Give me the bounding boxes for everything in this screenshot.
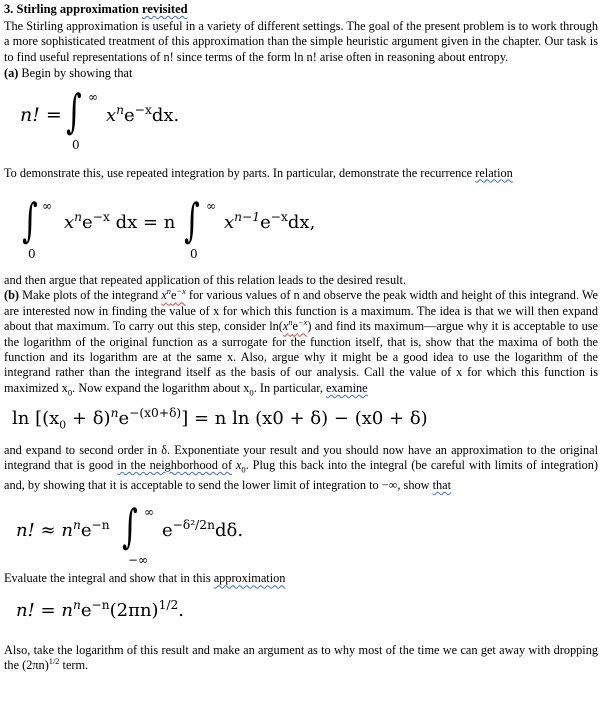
- pb-inner-x: x: [282, 319, 289, 334]
- eq1-integral-sign: ∫: [66, 83, 82, 138]
- problem-title: [4, 2, 598, 17]
- eq4-lhs: n! ≈ n: [16, 520, 73, 542]
- part-b-inner: [283, 319, 307, 333]
- eq4-upper-limit: ∞: [144, 505, 154, 520]
- final-sup: 1/2: [48, 657, 60, 667]
- final-text-1: Also, take the logarithm of this result and make an argument as to why most of the time we can get away with dropping the (2πn): [4, 642, 598, 673]
- eq2-integral-sign-right: ∫: [184, 193, 200, 248]
- final-paragraph: [4, 643, 598, 674]
- eq1-dx: dx.: [151, 104, 180, 126]
- pb-x: x: [161, 288, 167, 303]
- eq5-paren: (2πn): [109, 599, 159, 621]
- pb-sub-1: 0: [67, 387, 73, 398]
- eq2-lower-limit-left: 0: [28, 247, 36, 262]
- part-b-paragraph: [4, 288, 598, 400]
- eq4-differential: dδ.: [214, 520, 244, 542]
- eq2-left-x: x: [64, 212, 75, 234]
- intro-paragraph: The Stirling approximation is useful in a variety of different settings. The goal of the present problem is to work through a more sophisticated treatment of this approximation than the simple heuristic argument given in the chapter. Our task is to find useful representations of n! since terms of the form ln n! arise often in reasoning about entropy.: [4, 19, 598, 64]
- equation-factorial-integral: [4, 82, 598, 160]
- pb-e: e: [170, 288, 177, 303]
- equation-log-expansion: [4, 401, 598, 439]
- eq3-sub: 0: [59, 418, 67, 432]
- equation-gaussian-approx: [4, 493, 598, 569]
- recurrence-last-word: relation: [475, 165, 513, 180]
- expand-last-word: that: [432, 478, 452, 492]
- eq4-integral-sign: ∫: [122, 499, 138, 554]
- eq2-right-e: e: [260, 212, 271, 234]
- eq1-sup-x: −x: [134, 102, 152, 117]
- eq2-upper-limit-right: ∞: [206, 199, 216, 214]
- recurrence-text: To demonstrate this, use repeated integration by parts. In particular, demonstrate the recurrence: [4, 165, 473, 180]
- pb-sup-x: −x: [176, 287, 186, 297]
- part-b-text-1: Make plots of the integrand: [22, 288, 159, 303]
- eq2-end: dx,: [287, 212, 316, 234]
- eq2-left-esup: −x: [92, 210, 110, 225]
- eq4-lhs-group: [16, 518, 110, 542]
- eq3-rhs: ] = n ln (x0 + δ) − (x0 + δ): [181, 407, 428, 429]
- evaluate-last-word: approximation: [213, 571, 286, 586]
- eq2-right-sup: n−1: [234, 210, 261, 225]
- eq2-left-e: e: [82, 212, 93, 234]
- part-b-integrand: [161, 288, 185, 302]
- eq1-lower-limit: 0: [72, 137, 80, 152]
- part-b-label: (b): [4, 288, 20, 303]
- eq3-esup: −(x0+δ): [129, 405, 182, 420]
- problem-number: 3.: [4, 2, 14, 16]
- expand-x: x: [235, 458, 242, 473]
- eq2-mid: dx = n: [115, 212, 176, 234]
- eq1-upper-limit: ∞: [88, 89, 98, 104]
- part-a-text: Begin by showing that: [21, 66, 133, 81]
- evaluate-paragraph: [4, 571, 598, 586]
- eq2-right-integrand: [224, 210, 316, 234]
- eq2-left-integrand: [64, 210, 176, 234]
- expand-underlined: in the neighborhood of: [117, 458, 233, 473]
- eq4-lower-limit: −∞: [128, 553, 149, 568]
- eq4-int-sup: −δ²/2n: [172, 518, 215, 533]
- eq4-e: e: [80, 520, 92, 542]
- part-a-paragraph: [4, 66, 598, 81]
- equation-stirling-result: [4, 587, 598, 637]
- recurrence-paragraph: [4, 166, 598, 181]
- final-text-2: term.: [59, 658, 89, 673]
- eq1-lhs: n! =: [20, 103, 62, 126]
- eq4-lhs-sup: n: [72, 518, 81, 533]
- eq2-integral-sign-left: ∫: [22, 193, 38, 248]
- eq5-end: .: [178, 599, 184, 621]
- eq1-x: x: [106, 104, 117, 126]
- eq3-plus: + δ): [71, 407, 111, 429]
- problem-title-last-word: revisited: [141, 2, 188, 16]
- expand-paragraph: [4, 443, 598, 494]
- eq5-esup: −n: [91, 597, 110, 612]
- eq3-left: ln [(x: [12, 407, 60, 429]
- part-b-last-word: examine: [325, 380, 368, 395]
- pb-sup-n: n: [166, 287, 171, 297]
- eq5-sup-half: 1/2: [158, 597, 179, 612]
- eq2-right-esup: −x: [270, 210, 288, 225]
- expand-text-3: . Plug this back into the integral (be careful with limits of integration) and, by showing that it is acceptable to send the lower limit of integration to −∞, show: [4, 458, 599, 492]
- expand-text-1: and expand to second order in δ. Exponentiate your result and you should now have an approximation to the original integrand that is good: [4, 442, 598, 473]
- eq5-content: [16, 597, 184, 621]
- eq1-e: e: [124, 104, 135, 126]
- pb-inner-e: e: [292, 319, 298, 334]
- eq2-left-sup: n: [74, 210, 83, 225]
- eq1-sup-n: n: [116, 102, 125, 117]
- after-recurrence-paragraph: and then argue that repeated application of this relation leads to the desired result.: [4, 273, 407, 288]
- eq5-e: e: [80, 599, 92, 621]
- pb-sub-2: 0: [249, 387, 254, 398]
- part-b-text-2: for various values of n and observe the peak width and height of this integrand. We are interested now in finding the value of x for which this function is a maximum. The idea is that we will then expand about that maximum. To carry out this step, consider ln(: [4, 288, 598, 334]
- equation-recurrence: [4, 181, 598, 269]
- pb-inner-sup: n: [288, 318, 293, 328]
- part-b-text-5: . In particular,: [253, 380, 323, 395]
- evaluate-text: Evaluate the integral and show that in this: [4, 571, 211, 586]
- eq2-right-x: x: [224, 212, 235, 234]
- eq5-lhs: n! = n: [16, 599, 73, 621]
- part-b-text-3: ) and find its maximum—argue why it is acceptable to use the logarithm of the original function as a surrogate for the function itself, that is, show that the maxima of both the function and its logarithm are at the same x. Also, argue why it might be a good idea to use the logarithm of the integrand rather than the integrand itself as the basis of our analysis. Call the value of x for which this function is maximized x: [4, 319, 598, 395]
- document: [4, 2, 598, 674]
- eq4-esup: −n: [91, 518, 110, 533]
- eq2-upper-limit-left: ∞: [42, 199, 52, 214]
- part-b-text-4: . Now expand the logarithm about x: [72, 380, 250, 395]
- problem-title-text: Stirling approximation: [16, 2, 139, 16]
- eq3-content: [12, 405, 428, 433]
- eq4-integrand: [162, 518, 244, 542]
- expand-sub: 0: [241, 464, 246, 475]
- eq3-e: e: [118, 407, 130, 429]
- eq1-integrand: [106, 102, 180, 126]
- part-a-label: (a): [4, 66, 19, 81]
- pb-inner-esup: −x: [298, 318, 308, 328]
- eq4-int-e: e: [162, 520, 173, 542]
- eq2-lower-limit-right: 0: [190, 247, 198, 262]
- eq5-sup-n: n: [72, 597, 81, 612]
- eq3-sup-n: n: [110, 405, 119, 420]
